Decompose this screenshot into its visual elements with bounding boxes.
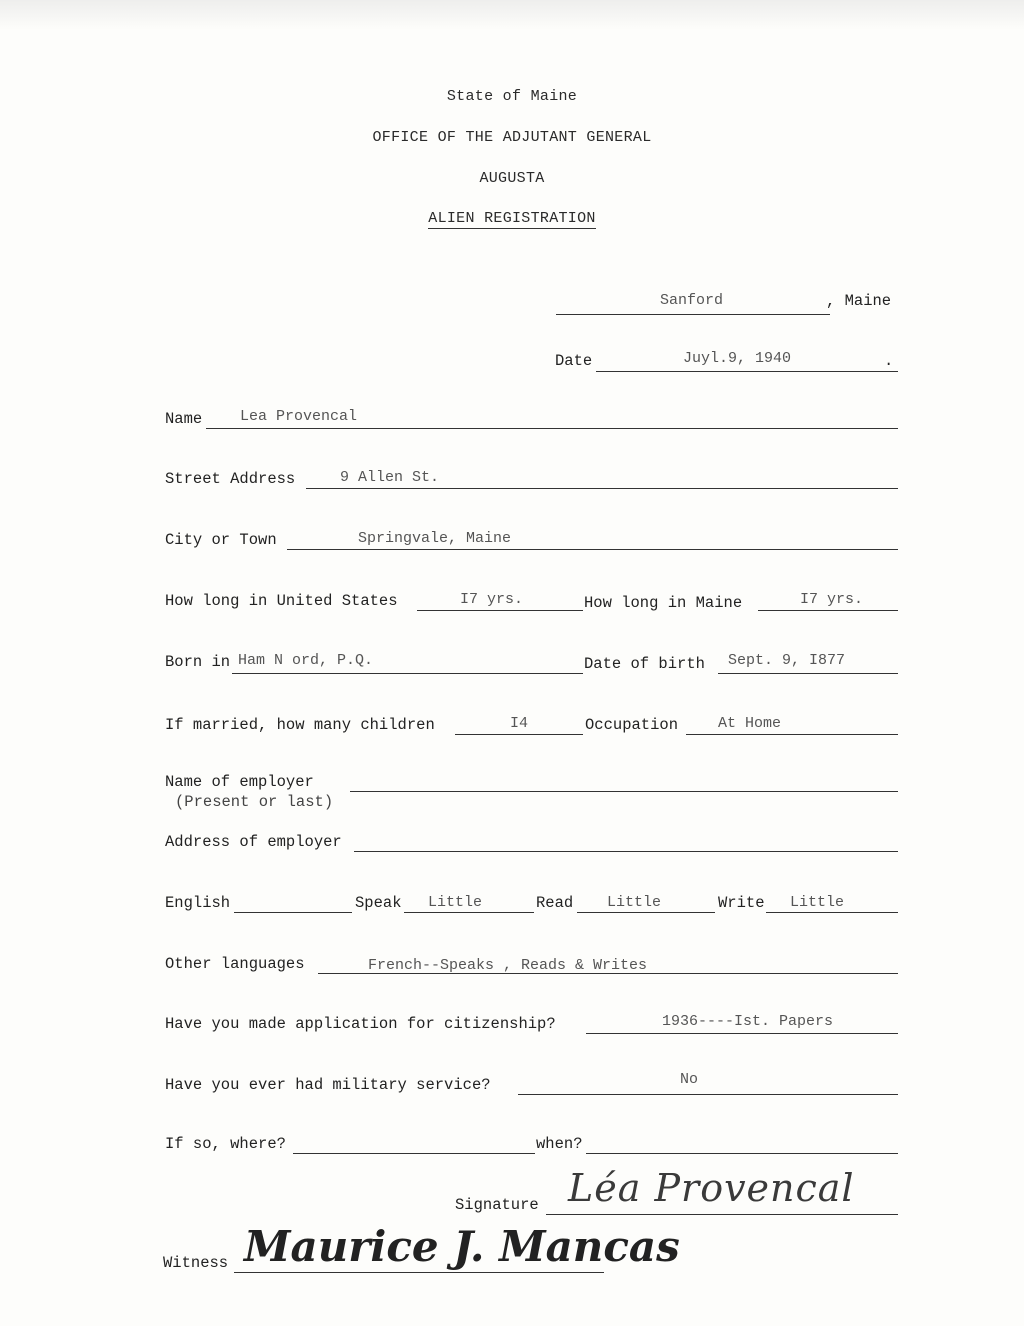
witness-line [234,1272,604,1273]
write-line [766,912,898,913]
write-value: Little [790,894,845,911]
dob-line [718,673,898,674]
other-languages-value: French--Speaks , Reads & Writes [368,957,648,974]
military-label: Have you ever had military service? [165,1076,491,1094]
born-label: Born in [165,653,231,671]
military-line [518,1094,898,1095]
write-label: Write [718,894,765,912]
read-line [577,912,715,913]
children-value: I4 [510,715,529,732]
citizenship-label: Have you made application for citizenship? [165,1015,556,1033]
date-value: Juyl.9, 1940 [683,350,792,367]
dob-value: Sept. 9, I877 [728,652,846,669]
signature-handwriting: Léa Provencal [568,1166,855,1210]
where-line [293,1153,535,1154]
date-line [596,371,898,372]
english-line [234,912,352,913]
witness-label: Witness [163,1254,229,1272]
name-label: Name [165,410,203,428]
city-line [287,549,898,550]
citizenship-line [586,1033,898,1034]
maine-length-line [758,610,898,611]
when-label: when? [536,1135,583,1153]
occupation-line [686,734,898,735]
scan-edge-shadow [0,0,1024,30]
born-value: Ham N ord, P.Q. [238,652,374,669]
speak-value: Little [428,894,483,911]
city-heading: AUGUSTA [479,170,545,187]
place-suffix: , Maine [826,292,892,310]
when-line [586,1153,898,1154]
name-line [206,428,898,429]
read-value: Little [607,894,662,911]
date-end: . [884,352,894,370]
read-label: Read [536,894,574,912]
employer-address-label: Address of employer [165,833,342,851]
employer-line [350,791,898,792]
city-value: Springvale, Maine [358,530,512,547]
name-value: Lea Provencal [240,408,358,425]
english-label: English [165,894,231,912]
street-label: Street Address [165,470,296,488]
street-value: 9 Allen St. [340,469,440,486]
office-heading: OFFICE OF THE ADJUTANT GENERAL [372,129,652,146]
us-length-value: I7 yrs. [460,591,524,608]
citizenship-value: 1936----Ist. Papers [662,1013,834,1030]
street-line [306,488,898,489]
signature-line [546,1214,898,1215]
place-value: Sanford [660,292,724,309]
dob-label: Date of birth [584,655,705,673]
witness-handwriting: Maurice J. Mancas [244,1222,680,1271]
occupation-label: Occupation [585,716,679,734]
children-line [455,734,583,735]
children-label: If married, how many children [165,716,435,734]
military-value: No [680,1071,699,1088]
place-line [556,314,830,315]
us-length-line [417,610,583,611]
employer-sublabel: (Present or last) [175,793,334,811]
maine-length-label: How long in Maine [584,594,743,612]
employer-address-line [354,851,898,852]
form-title: ALIEN REGISTRATION [428,210,596,227]
date-label: Date [555,352,593,370]
maine-length-value: I7 yrs. [800,591,864,608]
other-languages-label: Other languages [165,955,305,973]
employer-label: Name of employer [165,773,314,791]
signature-label: Signature [455,1196,539,1214]
city-label: City or Town [165,531,277,549]
state-heading: State of Maine [446,88,578,105]
occupation-value: At Home [718,715,782,732]
speak-label: Speak [355,894,402,912]
born-line [232,673,583,674]
where-label: If so, where? [165,1135,286,1153]
speak-line [404,912,534,913]
us-length-label: How long in United States [165,592,398,610]
